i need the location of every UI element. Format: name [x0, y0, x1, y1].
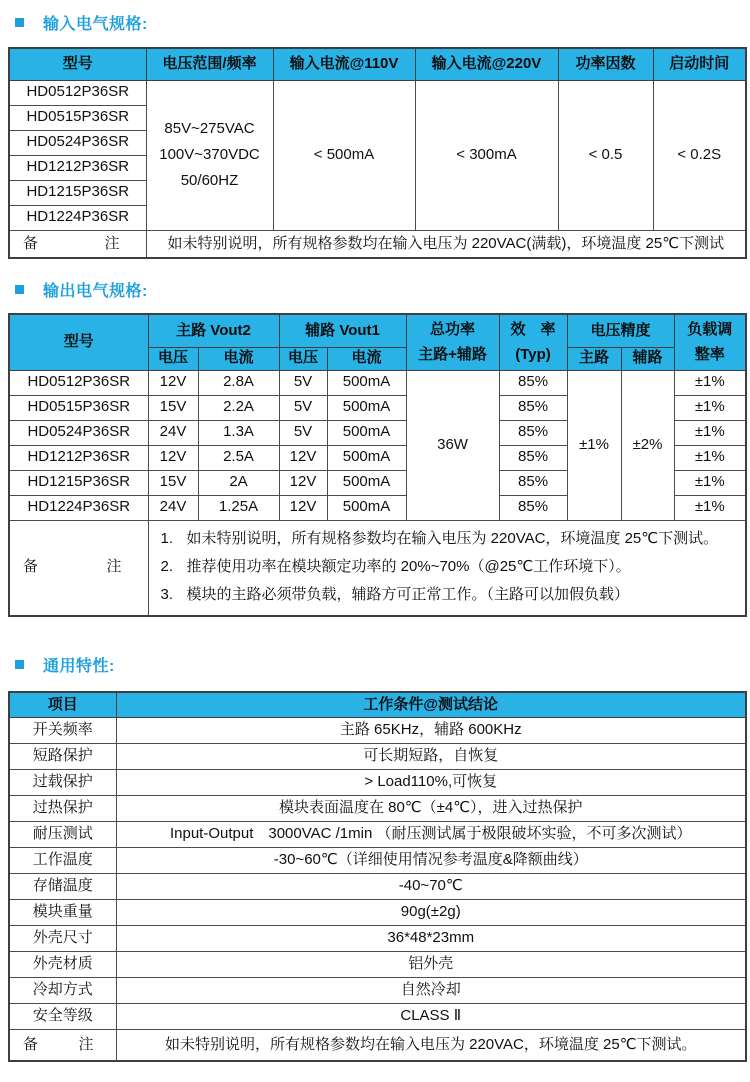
- input-header-row: [9, 48, 746, 80]
- current-110v-cell: < 500mA: [273, 80, 415, 230]
- model-cell: HD0524P36SR: [9, 130, 146, 155]
- table-row: [9, 874, 746, 900]
- col-header-total-power: 总功率 主路+辅路: [406, 314, 499, 370]
- section-title-text: 输入电气规格:: [43, 16, 148, 33]
- col-header-load-regulation: 负载调 整率: [674, 314, 746, 370]
- main-voltage-cell: 15V: [148, 470, 198, 495]
- load-reg-cell: ±1%: [674, 445, 746, 470]
- section-title-input: [15, 0, 750, 34]
- value-cell: -30~60℃（详细使用情况参考温度&降额曲线）: [116, 848, 746, 874]
- general-note-row: [9, 1030, 746, 1061]
- model-cell: HD1215P36SR: [9, 470, 148, 495]
- efficiency-cell: 85%: [499, 470, 567, 495]
- model-cell: HD0524P36SR: [9, 420, 148, 445]
- model-cell: HD1224P36SR: [9, 205, 146, 230]
- note-label-cell: 备 注: [9, 230, 146, 258]
- aux-voltage-cell: 5V: [279, 395, 327, 420]
- square-bullet-icon: [15, 660, 24, 669]
- general-note-text: 如未特别说明，所有规格参数均在输入电压为 220VAC，环境温度 25℃下测试。: [116, 1030, 746, 1061]
- value-cell: Input-Output 3000VAC /1min （耐压测试属于极限破坏实验，不可多次测试）: [116, 822, 746, 848]
- input-note-text: 如未特别说明，所有规格参数均在输入电压为 220VAC(满载)，环境温度 25℃下测试: [146, 230, 746, 258]
- value-cell: 90g(±2g): [116, 900, 746, 926]
- subcol-accuracy-aux: 辅路: [621, 347, 674, 370]
- subcol-aux-voltage: 电压: [279, 347, 327, 370]
- startup-time-cell: < 0.2S: [653, 80, 746, 230]
- note-line: 2. 推荐使用功率在模块额定功率的 20%~70%（@25℃工作环境下）。: [160, 557, 631, 575]
- model-cell: HD1224P36SR: [9, 495, 148, 520]
- model-cell: HD1212P36SR: [9, 155, 146, 180]
- col-header-model: 型号: [9, 48, 146, 80]
- output-notes-cell: [148, 520, 746, 616]
- voltage-range-lines: 85V~275VAC 100V~370VDC 50/60HZ: [159, 120, 260, 189]
- item-cell: 冷却方式: [9, 978, 116, 1004]
- col-header-current-220v: 输入电流@220V: [415, 48, 558, 80]
- model-cell: HD0512P36SR: [9, 370, 148, 395]
- subcol-main-voltage: 电压: [148, 347, 198, 370]
- col-header-power-factor: 功率因数: [558, 48, 653, 80]
- section-title-general: [15, 653, 750, 676]
- aux-voltage-cell: 12V: [279, 495, 327, 520]
- main-voltage-cell: 24V: [148, 420, 198, 445]
- value-cell: 铝外壳: [116, 952, 746, 978]
- efficiency-cell: 85%: [499, 370, 567, 395]
- table-row: [9, 978, 746, 1004]
- current-220v-cell: < 300mA: [415, 80, 558, 230]
- table-row: [9, 1004, 746, 1030]
- accuracy-main-cell: ±1%: [567, 370, 621, 520]
- item-cell: 耐压测试: [9, 822, 116, 848]
- total-power-cell: 36W: [406, 370, 499, 520]
- main-voltage-cell: 24V: [148, 495, 198, 520]
- main-voltage-cell: 12V: [148, 445, 198, 470]
- load-reg-cell: ±1%: [674, 395, 746, 420]
- input-note-row: [9, 230, 746, 258]
- load-reg-cell: ±1%: [674, 370, 746, 395]
- efficiency-cell: 85%: [499, 445, 567, 470]
- efficiency-cell: 85%: [499, 395, 567, 420]
- item-cell: 工作温度: [9, 848, 116, 874]
- main-voltage-cell: 12V: [148, 370, 198, 395]
- input-spec-table: [8, 47, 747, 259]
- col-header-efficiency: 效 率 (Typ): [499, 314, 567, 370]
- model-cell: HD1212P36SR: [9, 445, 148, 470]
- voltage-range-cell: [146, 80, 273, 230]
- main-current-cell: 2.8A: [198, 370, 279, 395]
- item-cell: 模块重量: [9, 900, 116, 926]
- general-header-row: [9, 692, 746, 718]
- table-row: [9, 80, 746, 105]
- main-voltage-cell: 15V: [148, 395, 198, 420]
- table-row: [9, 718, 746, 744]
- value-cell: -40~70℃: [116, 874, 746, 900]
- load-reg-cell: ±1%: [674, 495, 746, 520]
- output-note-row: [9, 520, 746, 616]
- table-row: [9, 926, 746, 952]
- main-current-cell: 2.2A: [198, 395, 279, 420]
- aux-voltage-cell: 12V: [279, 445, 327, 470]
- item-cell: 外壳材质: [9, 952, 116, 978]
- col-header-main-vout2: 主路 Vout2: [148, 314, 279, 347]
- item-cell: 安全等级: [9, 1004, 116, 1030]
- aux-current-cell: 500mA: [327, 420, 406, 445]
- output-header-row-1: [9, 314, 746, 347]
- col-header-model: 型号: [9, 314, 148, 370]
- square-bullet-icon: [15, 285, 24, 294]
- col-header-condition: 工作条件@测试结论: [116, 692, 746, 718]
- table-row: [9, 900, 746, 926]
- aux-current-cell: 500mA: [327, 470, 406, 495]
- table-row: [9, 796, 746, 822]
- efficiency-cell: 85%: [499, 495, 567, 520]
- item-cell: 短路保护: [9, 744, 116, 770]
- model-cell: HD0515P36SR: [9, 105, 146, 130]
- aux-current-cell: 500mA: [327, 495, 406, 520]
- item-cell: 过载保护: [9, 770, 116, 796]
- table-row: [9, 770, 746, 796]
- note-label-cell: 备 注: [9, 1030, 116, 1061]
- accuracy-aux-cell: ±2%: [621, 370, 674, 520]
- general-spec-table: [8, 691, 747, 1062]
- value-cell: 36*48*23mm: [116, 926, 746, 952]
- col-header-aux-vout1: 辅路 Vout1: [279, 314, 406, 347]
- col-header-voltage-range: 电压范围/频率: [146, 48, 273, 80]
- model-cell: HD1215P36SR: [9, 180, 146, 205]
- section-title-text: 输出电气规格:: [43, 283, 148, 300]
- note-line: 1. 如未特别说明，所有规格参数均在输入电压为 220VAC，环境温度 25℃下测试。: [160, 529, 719, 547]
- value-cell: 主路 65KHz，辅路 600KHz: [116, 718, 746, 744]
- main-current-cell: 2A: [198, 470, 279, 495]
- aux-voltage-cell: 12V: [279, 470, 327, 495]
- value-cell: 可长期短路，自恢复: [116, 744, 746, 770]
- note-line: 3. 模块的主路必须带负载，辅路方可正常工作。（主路可以加假负载）: [160, 585, 630, 603]
- table-row: [9, 370, 746, 395]
- aux-current-cell: 500mA: [327, 445, 406, 470]
- table-row: [9, 744, 746, 770]
- output-spec-table: [8, 313, 747, 617]
- aux-current-cell: 500mA: [327, 370, 406, 395]
- item-cell: 外壳尺寸: [9, 926, 116, 952]
- main-current-cell: 1.25A: [198, 495, 279, 520]
- main-current-cell: 2.5A: [198, 445, 279, 470]
- subcol-accuracy-main: 主路: [567, 347, 621, 370]
- table-row: [9, 822, 746, 848]
- load-reg-cell: ±1%: [674, 420, 746, 445]
- value-cell: 自然冷却: [116, 978, 746, 1004]
- col-header-startup-time: 启动时间: [653, 48, 746, 80]
- aux-voltage-cell: 5V: [279, 420, 327, 445]
- subcol-main-current: 电流: [198, 347, 279, 370]
- model-cell: HD0515P36SR: [9, 395, 148, 420]
- col-header-voltage-accuracy: 电压精度: [567, 314, 674, 347]
- aux-current-cell: 500mA: [327, 395, 406, 420]
- item-cell: 过热保护: [9, 796, 116, 822]
- item-cell: 开关频率: [9, 718, 116, 744]
- efficiency-cell: 85%: [499, 420, 567, 445]
- square-bullet-icon: [15, 18, 24, 27]
- aux-voltage-cell: 5V: [279, 370, 327, 395]
- section-title-text: 通用特性:: [43, 657, 115, 675]
- subcol-aux-current: 电流: [327, 347, 406, 370]
- model-cell: HD0512P36SR: [9, 80, 146, 105]
- section-title-output: [15, 278, 750, 301]
- table-row: [9, 848, 746, 874]
- value-cell: > Load110%,可恢复: [116, 770, 746, 796]
- table-row: [9, 952, 746, 978]
- main-current-cell: 1.3A: [198, 420, 279, 445]
- col-header-item: 项目: [9, 692, 116, 718]
- note-label-cell: 备 注: [9, 520, 148, 616]
- value-cell: CLASS Ⅱ: [116, 1004, 746, 1030]
- item-cell: 存储温度: [9, 874, 116, 900]
- power-factor-cell: < 0.5: [558, 80, 653, 230]
- value-cell: 模块表面温度在 80℃（±4℃），进入过热保护: [116, 796, 746, 822]
- load-reg-cell: ±1%: [674, 470, 746, 495]
- col-header-current-110v: 输入电流@110V: [273, 48, 415, 80]
